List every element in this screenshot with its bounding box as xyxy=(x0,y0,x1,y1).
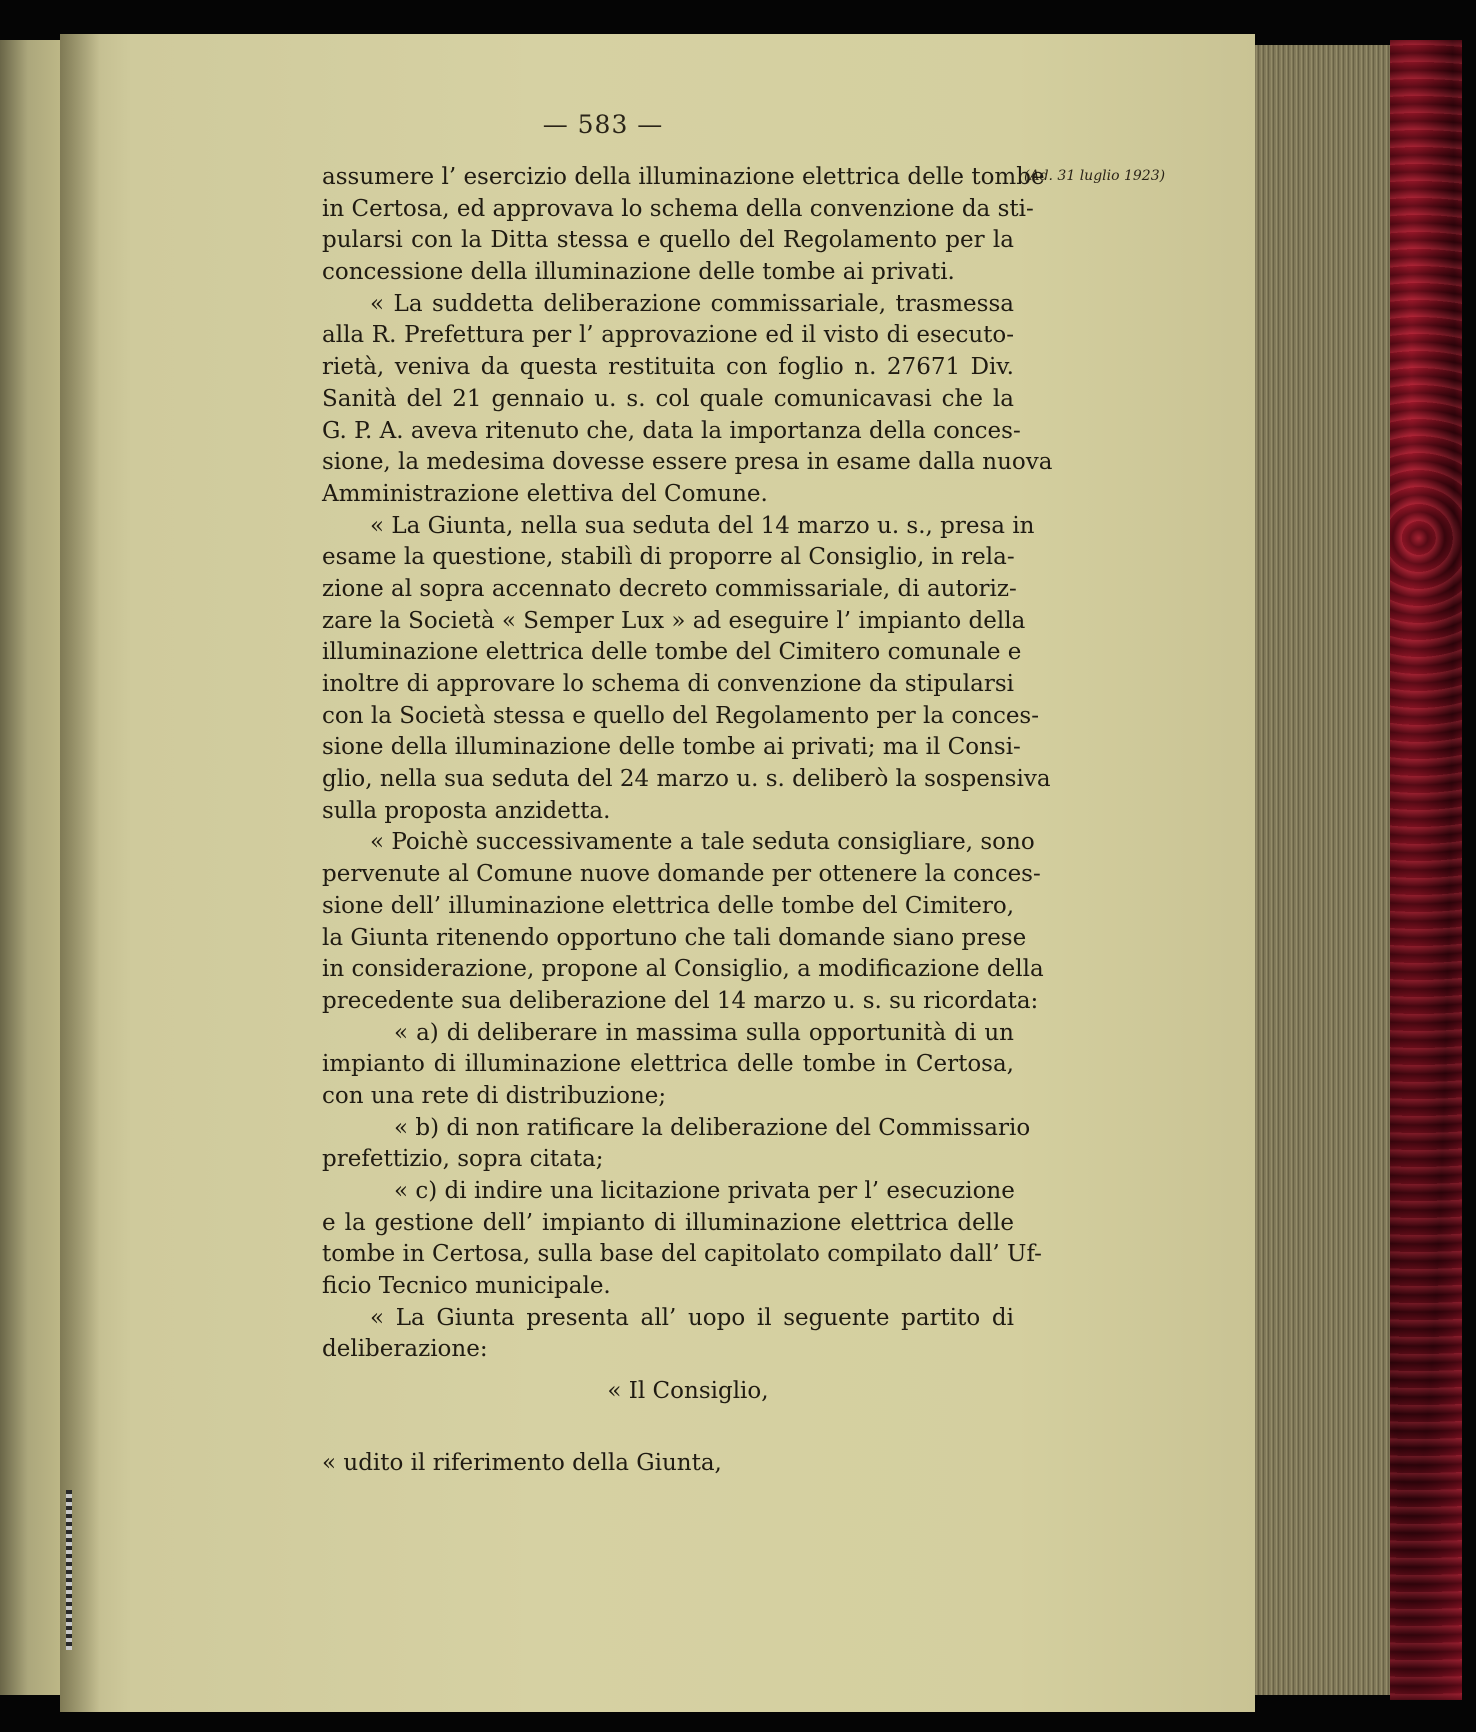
text-line: esame la questione, stabilì di proporre al Consiglio, in rela- xyxy=(322,544,1015,571)
page-stack-edges xyxy=(1255,45,1390,1695)
body-text xyxy=(322,162,1053,1480)
text-line: zare la Società « Semper Lux » ad eseguire l’ impianto della xyxy=(322,607,1026,634)
text-line: « b) di non ratificare la deliberazione del Commissario xyxy=(394,1114,1031,1141)
text-line: Sanità del 21 gennaio u. s. col quale comunicavasi che la xyxy=(322,385,1014,412)
text-line: assumere l’ esercizio della illuminazione elettrica delle tombe xyxy=(322,164,1045,190)
spacer xyxy=(322,1366,1014,1376)
left-page-marks xyxy=(66,1490,72,1650)
text-line: impianto di illuminazione elettrica delle tombe in Certosa, xyxy=(322,1051,1014,1078)
text-line: zione al sopra accennato decreto commissariale, di autoriz- xyxy=(322,575,1017,602)
text-line: sulla proposta anzidetta. xyxy=(322,797,611,824)
text-line: « La Giunta presenta all’ uopo il seguente partito di xyxy=(370,1304,1014,1331)
text-line: in considerazione, propone al Consiglio, a modificazione della xyxy=(322,956,1044,983)
text-line: sione, la medesima dovesse essere presa in esame dalla nuova xyxy=(322,449,1053,476)
spacer xyxy=(322,1408,1014,1448)
text-line: in Certosa, ed approvava lo schema della convenzione da sti- xyxy=(322,195,1034,222)
margin-date-note: (Ad. 31 luglio 1923) xyxy=(1024,168,1166,184)
text-line: con la Società stessa e quello del Regolamento per la conces- xyxy=(322,702,1040,729)
gutter-shadow xyxy=(60,34,100,1712)
text-line: con una rete di distribuzione; xyxy=(322,1082,667,1109)
text-line: deliberazione: xyxy=(322,1336,488,1363)
text-line: la Giunta ritenendo opportuno che tali domande siano prese xyxy=(322,924,1027,951)
text-line: « udito il riferimento della Giunta, xyxy=(322,1449,722,1476)
page-number: — 583 — xyxy=(542,110,664,139)
text-line: « c) di indire una licitazione privata per l’ esecuzione xyxy=(394,1178,1015,1204)
text-line: e la gestione dell’ impianto di illuminazione elettrica delle xyxy=(322,1209,1014,1236)
text-line: prefettizio, sopra citata; xyxy=(322,1146,604,1173)
section-heading: « Il Consiglio, xyxy=(607,1378,769,1405)
text-line: « La Giunta, nella sua seduta del 14 marzo u. s., presa in xyxy=(370,512,1035,539)
text-line: rietà, veniva da questa restituita con foglio n. 27671 Div. xyxy=(322,354,1014,381)
text-line: ficio Tecnico municipale. xyxy=(322,1273,611,1300)
marbled-cover-pattern xyxy=(1390,40,1462,1700)
text-line: tombe in Certosa, sulla base del capitolato compilato dall’ Uf- xyxy=(322,1241,1042,1268)
text-line: « Poichè successivamente a tale seduta consigliare, sono xyxy=(370,829,1035,856)
text-line: illuminazione elettrica delle tombe del Cimitero comunale e xyxy=(322,639,1022,666)
text-line: concessione della illuminazione delle tombe ai privati. xyxy=(322,259,955,286)
text-line: « a) di deliberare in massima sulla opportunità di un xyxy=(394,1019,1014,1046)
text-line: Amministrazione elettiva del Comune. xyxy=(322,480,768,507)
text-line: alla R. Prefettura per l’ approvazione ed il visto di esecuto- xyxy=(322,322,1014,349)
text-line: G. P. A. aveva ritenuto che, data la importanza della conces- xyxy=(322,417,1021,444)
text-line: « La suddetta deliberazione commissariale, trasmessa xyxy=(370,290,1014,317)
text-line: sione dell’ illuminazione elettrica delle tombe del Cimitero, xyxy=(322,892,1014,919)
text-line: glio, nella sua seduta del 24 marzo u. s. deliberò la sospensiva xyxy=(322,766,1051,793)
text-line: precedente sua deliberazione del 14 marzo u. s. su ricordata: xyxy=(322,987,1039,1014)
text-line: pularsi con la Ditta stessa e quello del Regolamento per la xyxy=(322,227,1014,254)
text-line: pervenute al Comune nuove domande per ottenere la conces- xyxy=(322,861,1041,888)
text-line: sione della illuminazione delle tombe ai privati; ma il Consi- xyxy=(322,734,1021,761)
text-line: inoltre di approvare lo schema di convenzione da stipularsi xyxy=(322,671,1014,697)
